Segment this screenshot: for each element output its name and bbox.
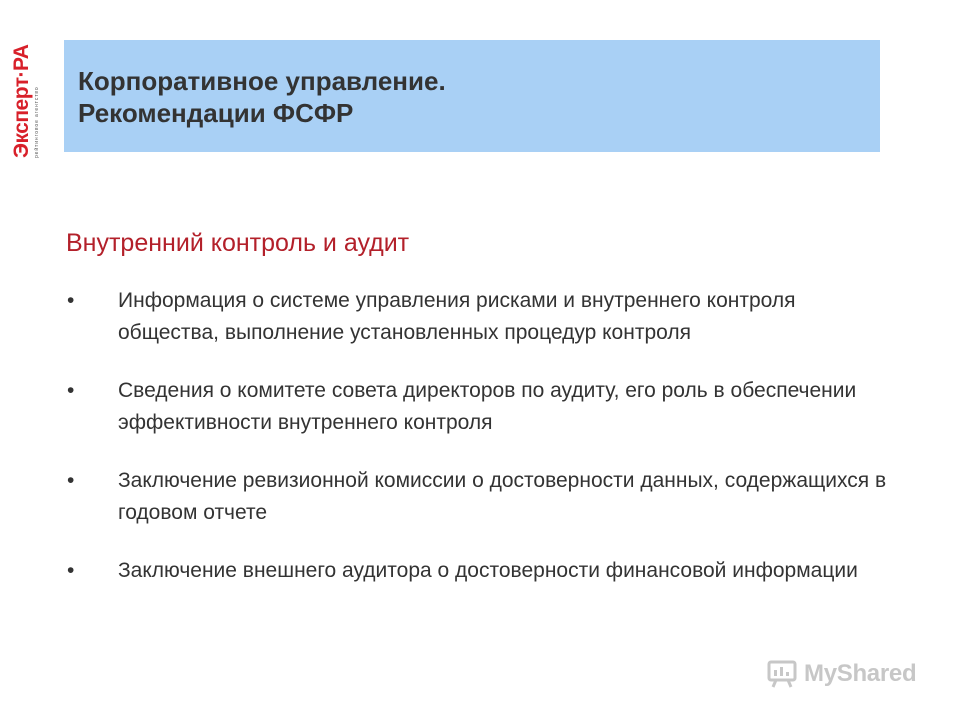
- brand-logo: [11, 40, 41, 158]
- bullet-item: [66, 555, 896, 587]
- bullet-item: [66, 285, 896, 349]
- bullet-marker: •: [67, 289, 75, 312]
- brand-logo-name: Эксперт·РА: [10, 44, 33, 158]
- bullet-item: [66, 465, 896, 529]
- bullet-text: Сведения о комитете совета директоров по аудиту, его роль в обеспечении эффективности внутреннего контроля: [118, 379, 857, 434]
- watermark-text: MyShared: [804, 660, 917, 687]
- slide-title-line-1: Корпоративное управление.: [78, 66, 446, 96]
- presentation-board-icon: [766, 658, 798, 690]
- bullet-list: [66, 285, 896, 587]
- title-band: [64, 40, 880, 152]
- brand-logo-tagline: рейтинговое агентство: [34, 86, 40, 158]
- watermark: [766, 656, 916, 692]
- slide-title-line-2: Рекомендации ФСФР: [78, 98, 354, 128]
- bullet-text: Информация о системе управления рисками и внутреннего контроля общества, выполнение установленных процедур контроля: [118, 289, 796, 344]
- section-heading: Внутренний контроль и аудит: [66, 229, 410, 257]
- bullet-marker: •: [67, 469, 75, 492]
- bullet-marker: •: [67, 559, 75, 582]
- bullet-item: [66, 375, 896, 439]
- bullet-marker: •: [67, 379, 75, 402]
- bullet-text: Заключение ревизионной комиссии о достоверности данных, содержащихся в годовом отчете: [118, 469, 887, 524]
- bullet-text: Заключение внешнего аудитора о достоверности финансовой информации: [118, 559, 858, 582]
